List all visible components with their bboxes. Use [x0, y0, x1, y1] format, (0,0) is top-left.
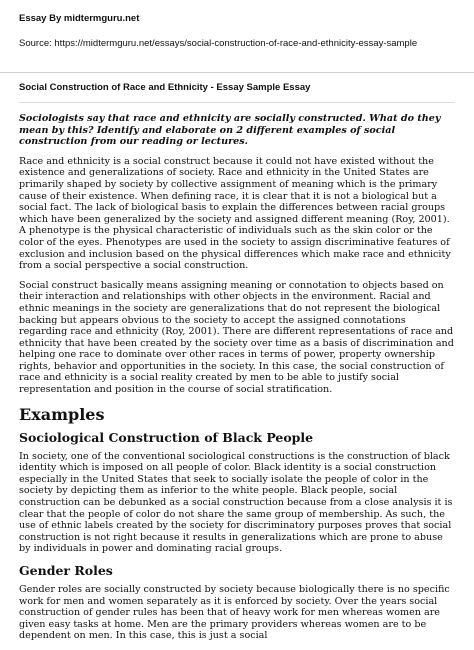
page-header	[0, 0, 474, 73]
paragraph: In society, one of the conventional sociological constructions is the construction of black identity which is imposed on all people of color. Black identity is a social construction especially in the United States that seek to socially isolate the people of color in the society by depicting them as inferior to the white people. Black people, social construction can be debunked as a social construction because from a close analysis it is clear that the people of color do not share the same group of membership. As such, the use of ethnic labels created by the society for discriminatory purposes proves that social construction is not right because it results in generalizations which are prone to abuse by individuals in power and dominating racial groups.	[19, 450, 453, 555]
source-line: Source: https://midtermguru.net/essays/social-construction-of-race-and-ethnicity-essay-sample	[19, 38, 418, 49]
essay-body	[19, 102, 455, 650]
section-heading: Gender Roles	[19, 563, 113, 578]
paragraph: Race and ethnicity is a social construct because it could not have existed without the existence and generalizations of society. Race and ethnicity in the United States are primarily shaped by society by collective assignment of meaning which is the primary cause of their existence. When defining race, it is clear that it is not a biological but a social fact. The lack of biological basis to explain the differences between racial groups which have been generalized by the society and assigned different meaning (Roy, 2001). A phenotype is the physical characteristic of individuals such as the skin color or the color of the eyes. Phenotypes are used in the society to assign discriminative features of exclusion and inclusion based on the physical differences which make race and ethnicity from a social perspective a social construction.	[19, 155, 451, 272]
section-heading: Sociological Construction of Black People	[19, 429, 314, 445]
essay-prompt: Sociologists say that race and ethnicity are socially constructed. What do they mean by this? Identify and elaborate on 2 different examples of social construction from our reading or lectures.	[19, 113, 441, 148]
essay-title: Social Construction of Race and Ethnicity - Essay Sample Essay	[19, 82, 311, 93]
header-title: Essay By midtermguru.net	[19, 13, 140, 24]
paragraph: Social construct basically means assigning meaning or connotation to objects based on their interaction and relationships with other objects in the environment. Racial and ethnic meanings in the society are generalizations that do not represent the biological backing but appears obvious to the society to accept the assigned connotations regarding race and ethnicity (Roy, 2001). There are different representations of race and ethnicity that have been created by the society over time as a basis of discrimination and helping one race to dominate over other races in terms of power, property ownership rights, behavior and opportunities in the society. In this case, the social construction of race and ethnicity is a social reality created by men to be able to justify social representation and position in the course of social stratification.	[19, 279, 454, 396]
paragraph: Gender roles are socially constructed by society because biologically there is no specific work for men and women separately as it is enforced by society. Over the years social construction of gender rules has been that of heavy work for men whereas women are given easy tasks at home. Men are the primary providers whereas women are to be dependent on men. In this case, this is just a social	[19, 584, 450, 642]
examples-heading: Examples	[19, 404, 105, 424]
